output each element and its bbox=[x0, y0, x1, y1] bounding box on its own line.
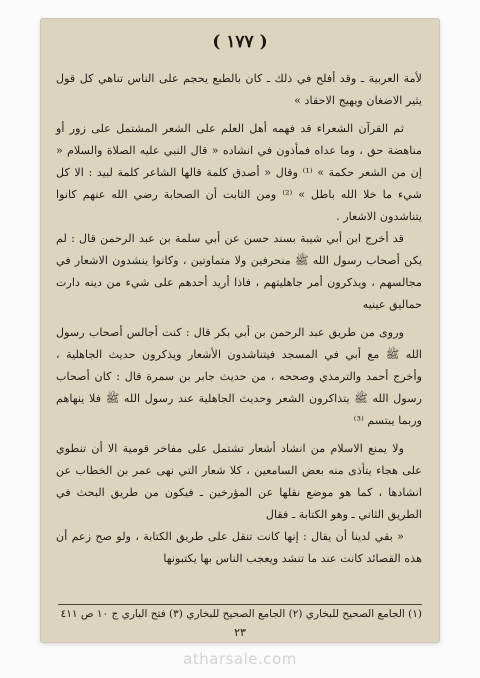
book-page bbox=[40, 18, 440, 643]
paragraph: ثم القرآن الشعراء قد فهمه أهل العلم على الشعر المشتمل على زور أو مناهضة حق ، وما عداه فمأذون في انشاده « قال النبي عليه الصلاة والسلام « إن من الشعر حكمة » ⁽¹⁾ وقال « أصدق كلمة قالها الشاعر كلمة لبيد : الا كل شيء ما خلا الله باطل » ⁽²⁾ ومن الثابت أن الصحابة رضي الله عنهم كانوا يتناشدون الاشعار . bbox=[56, 122, 422, 223]
paragraph: « بقي لدينا أن يقال : إنها كانت تنقل على طريق الكتابة ، ولو صح زعم أن هذه القصائد كانت عند ما تنشد ويعجب الناس بها يكتبونها bbox=[56, 530, 422, 565]
paragraph: قد أخرج ابن أبي شيبة بسند حسن عن أبي سلمة بن عبد الرحمن قال : لم يكن أصحاب رسول الله ﷺ منحرفين ولا متماوتين ، وكانوا ينشدون الاشعار في مجالسهم ، ويذكرون أمر جاهليتهم ، فاذا أريد أحدهم على شيء من دينه دارت حماليق عينيه bbox=[56, 232, 422, 311]
watermark: atharsale.com bbox=[183, 650, 297, 668]
footnote: (١) الجامع الصحيح للبخاري (٢) الجامع الصحيح للبخاري (٣) فتح الباري ج ١٠ ص ٤١١ bbox=[60, 608, 422, 620]
footnote-separator bbox=[58, 604, 422, 605]
paragraph: وروى من طريق عبد الرحمن بن أبي بكر قال : كنت أجالس أصحاب رسول الله ﷺ مع أبي في المسجد فيتناشدون الأشعار ويذكرون حديث الجاهلية ، وأخرج أحمد والترمذي وصححه ، من حديث جابر بن سمرة قال : كان أصحاب رسول الله ﷺ يتذاكرون الشعر وحديث الجاهلية عند رسول الله ﷺ فلا ينهاهم وربما يبتسم ⁽³⁾ bbox=[56, 326, 422, 427]
signature-number: ٢٣ bbox=[234, 626, 246, 639]
paragraph: ولا يمنع الاسلام من انشاد أشعار تشتمل على مفاخر قومية الا أن تنطوي على هجاء يتأذى منه بعض السامعين ، كلا شعار التي نهى عمر بن الخطاب عن انشادها ، كما هو موضع نقلها عن المؤرخين ـ فيكون من طريق البحث في الطريق الثاني ـ وهو الكتابة ـ فقال bbox=[56, 442, 422, 521]
page-number: ( ١٧٧ ) bbox=[212, 32, 268, 52]
body-text bbox=[56, 68, 422, 570]
paragraph: لأمة العربية ـ وقد أفلح في ذلك ـ كان بالطبع يحجم على الناس تناهي كل قول يثير الاضغان ويهيج الاحقاد » bbox=[56, 72, 422, 107]
